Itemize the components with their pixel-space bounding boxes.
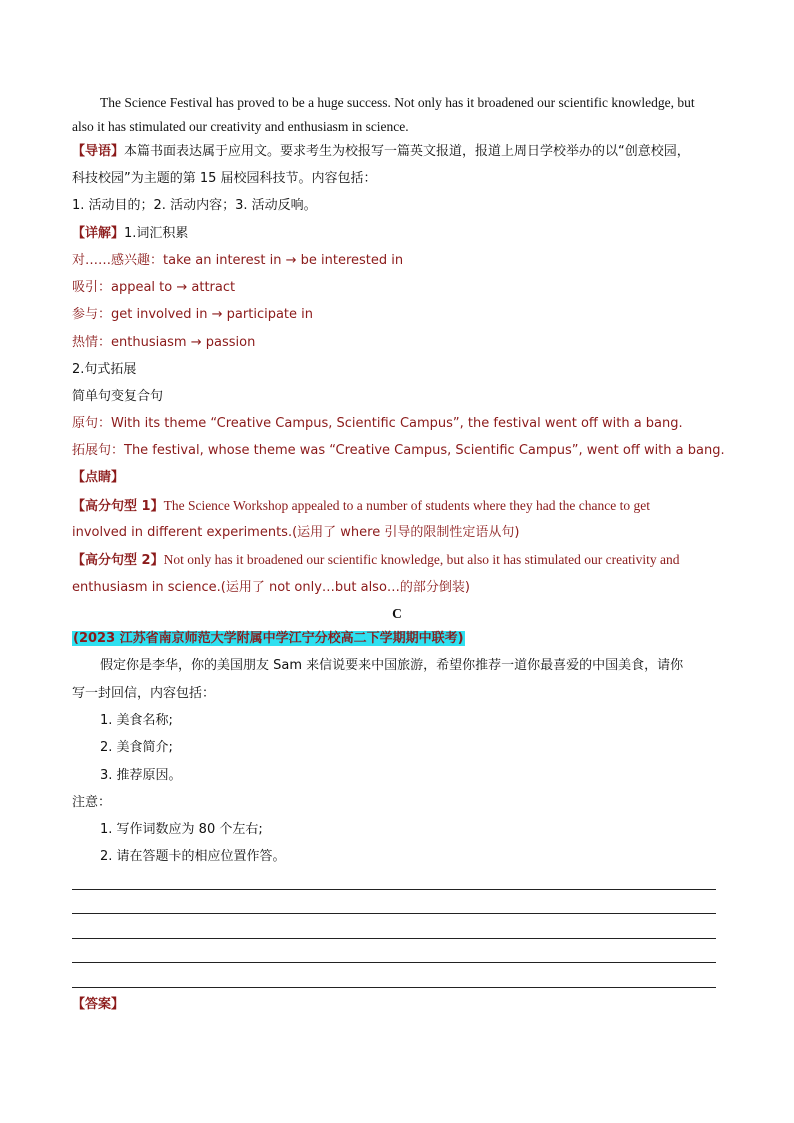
paragraph-line: The Science Festival has proved to be a huge success. Not only has it broadened our scientific knowledge, but bbox=[100, 95, 695, 110]
detail-heading bbox=[72, 224, 722, 244]
prompt-item: 2. 美食简介; bbox=[100, 740, 173, 755]
answer-rule bbox=[72, 938, 716, 939]
answer-rule bbox=[72, 913, 716, 914]
highlight-tag: 【点睛】 bbox=[72, 470, 125, 485]
section-heading: 2.句式拓展 bbox=[72, 362, 137, 377]
prompt-line: 假定你是李华，你的美国朋友 Sam 来信说要来中国旅游，希望你推荐一道你最喜爱的中国美食，请你 bbox=[100, 658, 684, 673]
highlight-line: enthusiasm in science.(运用了 not only…but also…的部分倒装) bbox=[72, 580, 470, 595]
vocab-item: 吸引：appeal to → attract bbox=[72, 280, 236, 295]
guide-tag: 【导语】 bbox=[72, 144, 125, 159]
prompt-item: 1. 美食名称; bbox=[100, 713, 173, 728]
section-letter: C bbox=[392, 606, 402, 621]
prompt-item: 3. 推荐原因。 bbox=[100, 768, 182, 783]
section-subheading: 简单句变复合句 bbox=[72, 389, 164, 404]
highlight-p2-tag: 【高分句型 2】 bbox=[72, 553, 164, 568]
highlight-line: involved in different experiments.(运用了 where 引导的限制性定语从句) bbox=[72, 525, 520, 540]
answer-rule bbox=[72, 889, 716, 890]
source-line bbox=[72, 629, 722, 649]
guide-text: 本篇书面表达属于应用文。要求考生为校报写一篇英文报道，报道上周日学校举办的以“创意校园， bbox=[124, 144, 690, 159]
vocab-item: 参与：get involved in → participate in bbox=[72, 307, 314, 322]
paragraph-line: also it has stimulated our creativity and enthusiasm in science. bbox=[72, 119, 409, 134]
vocab-item: 对……感兴趣：take an interest in → be interested in bbox=[72, 253, 404, 268]
note-item: 2. 请在答题卡的相应位置作答。 bbox=[100, 849, 286, 864]
vocab-item: 热情：enthusiasm → passion bbox=[72, 335, 256, 350]
guide-line: 1. 活动目的；2. 活动内容；3. 活动反响。 bbox=[72, 198, 317, 213]
highlight-line bbox=[72, 550, 722, 571]
guide-line: 科技校园”为主题的第 15 届校园科技节。内容包括： bbox=[72, 171, 377, 186]
guide-line bbox=[72, 142, 722, 162]
detail-tag: 【详解】 bbox=[72, 226, 125, 241]
source-highlight: (2023 江苏省南京师范大学附属中学江宁分校高二下学期期中联考) bbox=[73, 631, 464, 646]
detail-heading-text: 1.词汇积累 bbox=[124, 226, 189, 241]
highlight-p2-text: Not only has it broadened our scientific knowledge, but also it has stimulated our creativity and bbox=[163, 552, 680, 567]
answer-tag: 【答案】 bbox=[72, 997, 125, 1012]
note-item: 1. 写作词数应为 80 个左右; bbox=[100, 822, 263, 837]
answer-rule bbox=[72, 962, 716, 963]
note-label: 注意： bbox=[72, 795, 112, 810]
highlight-line bbox=[72, 496, 722, 517]
expanded-sentence: 拓展句：The festival, whose theme was “Creative Campus, Scientific Campus”, went off with a bang. bbox=[72, 443, 725, 458]
answer-rule bbox=[72, 987, 716, 988]
prompt-line: 写一封回信，内容包括： bbox=[72, 686, 216, 701]
original-sentence: 原句：With its theme “Creative Campus, Scientific Campus”, the festival went off with a bang. bbox=[72, 416, 683, 431]
highlight-p1-tag: 【高分句型 1】 bbox=[72, 499, 164, 514]
highlight-p1-text: The Science Workshop appealed to a number of students where they had the chance to get bbox=[163, 498, 650, 513]
